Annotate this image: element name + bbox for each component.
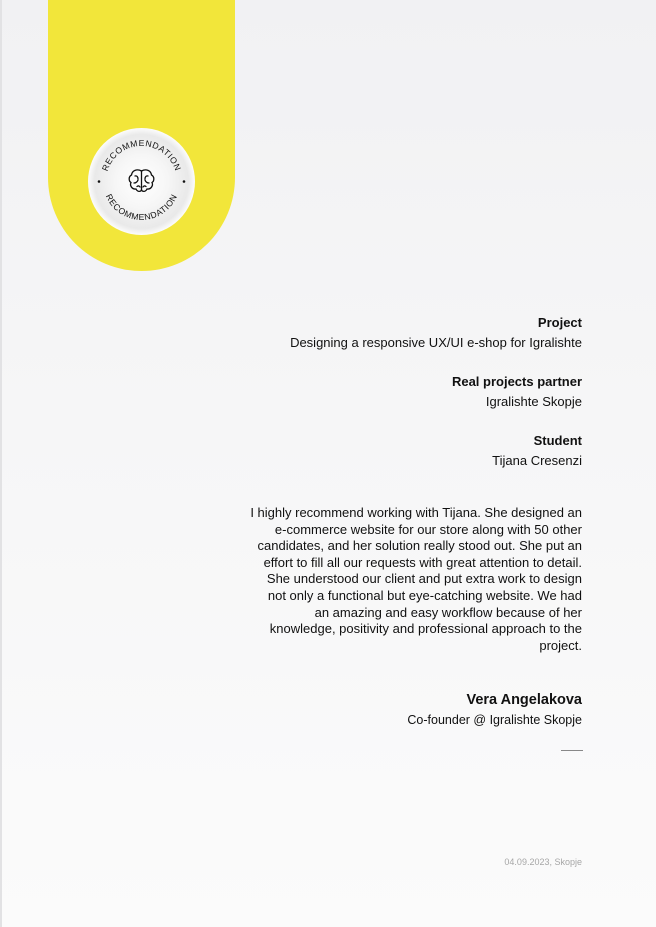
- partner-section: [162, 373, 582, 411]
- brain-icon: [129, 170, 154, 191]
- recommendation-line: knowledge, positivity and professional approach to the: [269, 621, 582, 637]
- recommendation-line: e-commerce website for our store along with 50 other: [274, 521, 582, 537]
- page-edge: [0, 0, 2, 927]
- footer-date: 04.09.2023, Skopje: [504, 857, 582, 867]
- signature-line: [561, 750, 583, 751]
- project-section: [162, 314, 582, 352]
- recommendation-text: [212, 505, 582, 654]
- seal-text-top: RECOMMENDATION: [99, 137, 184, 173]
- recommendation-line: an amazing and easy workflow because of her: [314, 604, 582, 620]
- seal-graphic: [88, 128, 195, 235]
- signer-name: Vera Angelakova: [466, 692, 582, 708]
- signer-role: Co-founder @ Igralishte Skopje: [407, 713, 582, 727]
- student-value: Tijana Cresenzi: [492, 453, 582, 468]
- signer-block: [407, 690, 582, 729]
- project-value: Designing a responsive UX/UI e-shop for Igralishte: [290, 335, 582, 350]
- student-section: [162, 432, 582, 470]
- partner-value: Igralishte Skopje: [485, 394, 582, 409]
- project-label: Project: [537, 315, 582, 330]
- seal-dot-left: [98, 180, 101, 183]
- partner-label: Real projects partner: [451, 374, 582, 389]
- seal-text-bottom: RECOMMENDATION: [103, 192, 180, 223]
- recommendation-line: She understood our client and put extra work to design: [266, 571, 582, 587]
- student-label: Student: [533, 433, 582, 448]
- recommendation-line: I highly recommend working with Tijana. She designed an: [250, 505, 582, 520]
- recommendation-line: effort to fill all our requests with great attention to detail.: [263, 554, 582, 570]
- seal-dot-right: [183, 180, 186, 183]
- recommendation-line: candidates, and her solution really stood out. She put an: [257, 538, 582, 554]
- recommendation-line: not only a functional but eye-catching website. We had: [267, 587, 582, 603]
- recommendation-seal: [88, 128, 195, 235]
- recommendation-line: project.: [539, 637, 582, 653]
